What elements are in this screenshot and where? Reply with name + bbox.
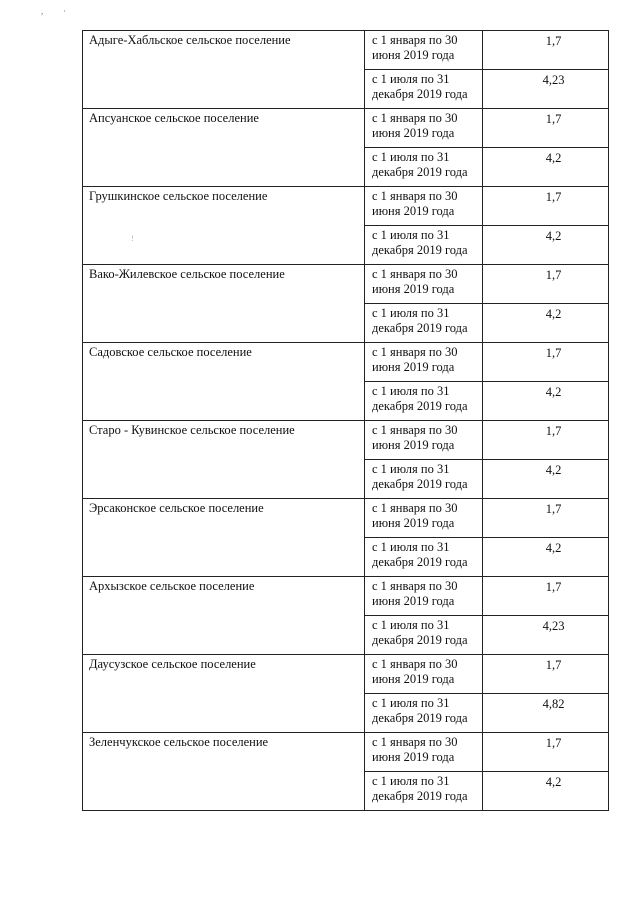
period-second-half: с 1 июля по 31 декабря 2019 года [365, 148, 483, 187]
rate-value: 1,7 [545, 190, 562, 204]
period-first-half: с 1 января по 30 июня 2019 года [365, 187, 483, 226]
rate-value-cell [483, 655, 609, 694]
rate-value: 4,2 [545, 541, 562, 555]
table-row [83, 31, 609, 70]
table-row [83, 187, 609, 226]
rate-value: 1,7 [545, 658, 562, 672]
rate-value: 4,2 [545, 307, 562, 321]
period-first-half: с 1 января по 30 июня 2019 года [365, 421, 483, 460]
settlement-name: Архызское сельское поселение [83, 577, 365, 655]
period-first-half: с 1 января по 30 июня 2019 года [365, 109, 483, 148]
settlement-name: Эрсаконское сельское поселение [83, 499, 365, 577]
rate-value-cell [483, 109, 609, 148]
rate-value-cell [483, 187, 609, 226]
period-second-half: с 1 июля по 31 декабря 2019 года [365, 460, 483, 499]
period-second-half: с 1 июля по 31 декабря 2019 года [365, 538, 483, 577]
settlement-name: Даусузское сельское поселение [83, 655, 365, 733]
period-first-half: с 1 января по 30 июня 2019 года [365, 343, 483, 382]
rate-value: 4,2 [545, 775, 562, 789]
rate-value-cell [483, 304, 609, 343]
table-row [83, 655, 609, 694]
rate-value: 1,7 [545, 112, 562, 126]
rate-value: 4,23 [542, 619, 565, 633]
rate-value: 4,2 [545, 385, 562, 399]
settlement-name: Апсуанское сельское поселение [83, 109, 365, 187]
scan-mark: ! [131, 234, 134, 243]
rate-value-cell [483, 694, 609, 733]
table-row [83, 421, 609, 460]
period-second-half: с 1 июля по 31 декабря 2019 года [365, 772, 483, 811]
scan-mark: · [63, 6, 66, 16]
rate-value-cell [483, 265, 609, 304]
table-row [83, 109, 609, 148]
period-second-half: с 1 июля по 31 декабря 2019 года [365, 304, 483, 343]
period-second-half: с 1 июля по 31 декабря 2019 года [365, 382, 483, 421]
rate-value-cell [483, 577, 609, 616]
rate-value-cell [483, 31, 609, 70]
rate-value: 1,7 [545, 736, 562, 750]
rate-value-cell [483, 226, 609, 265]
rate-value-cell [483, 148, 609, 187]
rate-value: 4,2 [545, 463, 562, 477]
rate-value-cell [483, 382, 609, 421]
period-second-half: с 1 июля по 31 декабря 2019 года [365, 616, 483, 655]
period-second-half: с 1 июля по 31 декабря 2019 года [365, 226, 483, 265]
period-first-half: с 1 января по 30 июня 2019 года [365, 733, 483, 772]
rate-value: 1,7 [545, 502, 562, 516]
rate-value-cell [483, 772, 609, 811]
period-second-half: с 1 июля по 31 декабря 2019 года [365, 70, 483, 109]
rate-value: 1,7 [545, 424, 562, 438]
rate-value-cell [483, 421, 609, 460]
rate-value: 4,23 [542, 73, 565, 87]
tariff-table [82, 30, 609, 811]
settlement-name: Садовское сельское поселение [83, 343, 365, 421]
table-row [83, 733, 609, 772]
settlement-name: Адыге-Хабльское сельское поселение [83, 31, 365, 109]
rate-value-cell [483, 70, 609, 109]
rate-value: 1,7 [545, 34, 562, 48]
period-first-half: с 1 января по 30 июня 2019 года [365, 265, 483, 304]
settlement-name: Грушкинское сельское поселение [83, 187, 365, 265]
settlement-name: Старо - Кувинское сельское поселение [83, 421, 365, 499]
settlement-name: Вако-Жилевское сельское поселение [83, 265, 365, 343]
rate-value-cell [483, 499, 609, 538]
table-row [83, 577, 609, 616]
table-body [83, 31, 609, 811]
table-row [83, 499, 609, 538]
rate-value: 1,7 [545, 268, 562, 282]
rate-value-cell [483, 616, 609, 655]
rate-value-cell [483, 460, 609, 499]
rate-value: 4,82 [542, 697, 565, 711]
table-row [83, 343, 609, 382]
table-row [83, 265, 609, 304]
settlement-name: Зеленчукское сельское поселение [83, 733, 365, 811]
period-first-half: с 1 января по 30 июня 2019 года [365, 31, 483, 70]
period-first-half: с 1 января по 30 июня 2019 года [365, 577, 483, 616]
rate-value: 4,2 [545, 151, 562, 165]
period-first-half: с 1 января по 30 июня 2019 года [365, 499, 483, 538]
rate-value: 1,7 [545, 346, 562, 360]
scan-mark: , [41, 6, 44, 16]
period-first-half: с 1 января по 30 июня 2019 года [365, 655, 483, 694]
rate-value: 1,7 [545, 580, 562, 594]
rate-value-cell [483, 733, 609, 772]
rate-value: 4,2 [545, 229, 562, 243]
rate-value-cell [483, 538, 609, 577]
period-second-half: с 1 июля по 31 декабря 2019 года [365, 694, 483, 733]
rate-value-cell [483, 343, 609, 382]
